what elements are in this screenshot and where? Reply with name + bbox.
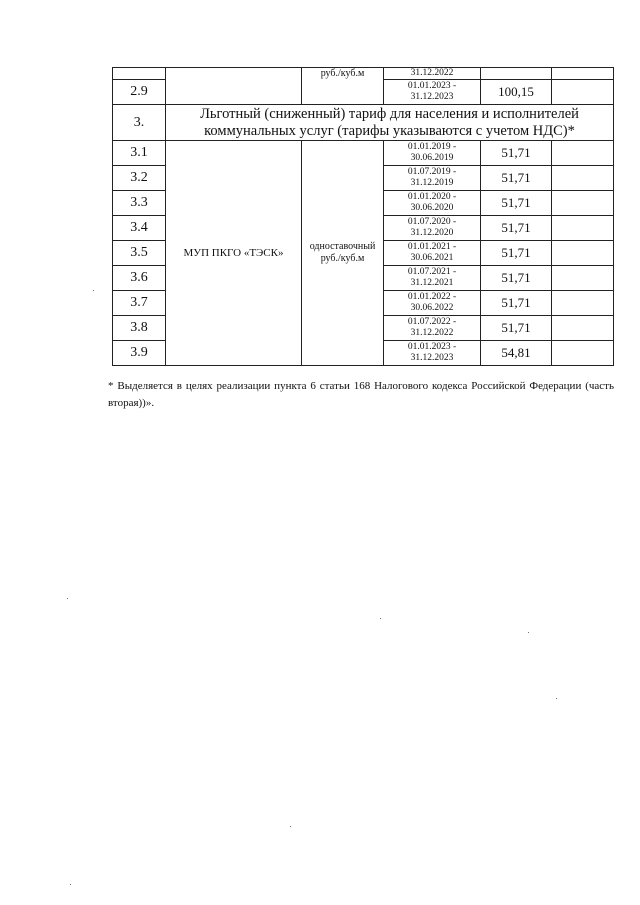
extra-cell — [552, 141, 614, 166]
period-start: 01.01.2023 - — [407, 342, 457, 352]
row-number: 3.1 — [113, 141, 166, 166]
tariff-value: 100,15 — [481, 80, 552, 105]
row-number: 2.9 — [113, 80, 166, 105]
row-number: 3.8 — [113, 316, 166, 341]
period-cell — [384, 291, 481, 316]
extra-cell — [552, 191, 614, 216]
scan-speck — [528, 632, 529, 633]
extra-cell — [552, 341, 614, 366]
section-number: 3. — [113, 105, 166, 141]
scan-speck — [556, 698, 557, 699]
tariff-value: 51,71 — [481, 141, 552, 166]
period-cell — [384, 68, 481, 80]
period-end: 31.12.2022 — [410, 328, 454, 338]
period-end: 30.06.2021 — [410, 253, 454, 263]
period-cell — [384, 216, 481, 241]
section-title: Льготный (сниженный) тариф для населения и исполнителей коммунальных услуг (тарифы указываются с учетом НДС)* — [166, 105, 614, 141]
row-number: 3.4 — [113, 216, 166, 241]
extra-cell — [552, 216, 614, 241]
period-end: 31.12.2023 — [410, 353, 454, 363]
org-cell-upper — [166, 68, 302, 105]
period-start: 01.01.2023 - — [407, 81, 457, 91]
table-row-partial — [113, 68, 614, 80]
section-row — [113, 105, 614, 141]
extra-cell — [552, 166, 614, 191]
org-name: МУП ПКГО «ТЭСК» — [166, 141, 302, 366]
row-number — [113, 68, 166, 80]
row-number: 3.7 — [113, 291, 166, 316]
row-number: 3.5 — [113, 241, 166, 266]
period-cell — [384, 341, 481, 366]
scan-speck — [93, 290, 94, 291]
row-number: 3.3 — [113, 191, 166, 216]
tariff-value: 51,71 — [481, 166, 552, 191]
tariff-value: 51,71 — [481, 191, 552, 216]
row-number: 3.9 — [113, 341, 166, 366]
tariff-value: 51,71 — [481, 216, 552, 241]
extra-cell — [552, 266, 614, 291]
period-cell — [384, 80, 481, 105]
period-cell — [384, 141, 481, 166]
period-start: 01.01.2019 - — [407, 142, 457, 152]
tariff-table — [112, 67, 614, 366]
tariff-value: 51,71 — [481, 241, 552, 266]
extra-cell — [552, 241, 614, 266]
period-end: 31.12.2020 — [410, 228, 454, 238]
unit-type: одноставочный — [309, 241, 376, 252]
period-cell — [384, 241, 481, 266]
tariff-value: 51,71 — [481, 291, 552, 316]
period-start: 01.01.2020 - — [407, 192, 457, 202]
period-end: 31.12.2023 — [410, 92, 454, 102]
extra-cell — [552, 80, 614, 105]
period-cell — [384, 266, 481, 291]
extra-cell — [552, 68, 614, 80]
period-end: 30.06.2019 — [410, 153, 454, 163]
scan-speck — [290, 826, 291, 827]
period-start: 01.07.2021 - — [407, 267, 457, 277]
row-number: 3.6 — [113, 266, 166, 291]
period-end: 31.12.2019 — [410, 178, 454, 188]
tariff-value: 51,71 — [481, 266, 552, 291]
row-number: 3.2 — [113, 166, 166, 191]
table-row — [113, 141, 614, 166]
period-cell — [384, 316, 481, 341]
scan-speck — [67, 598, 68, 599]
tariff-value — [481, 68, 552, 80]
tariff-value: 51,71 — [481, 316, 552, 341]
scan-speck — [380, 618, 381, 619]
period-end: 30.06.2020 — [410, 203, 454, 213]
unit-text: руб./куб.м — [320, 68, 365, 79]
period-start: 01.01.2022 - — [407, 292, 457, 302]
scan-speck — [70, 884, 71, 885]
tariff-value: 54,81 — [481, 341, 552, 366]
period-cell — [384, 191, 481, 216]
period-start: 01.07.2019 - — [407, 167, 457, 177]
period-start: 01.07.2022 - — [407, 317, 457, 327]
extra-cell — [552, 291, 614, 316]
extra-cell — [552, 316, 614, 341]
period-start: 01.07.2020 - — [407, 217, 457, 227]
unit-measure: руб./куб.м — [320, 253, 365, 264]
footnote: * Выделяется в целях реализации пункта 6 статьи 168 Налогового кодекса Российской Федерации (часть вторая))». — [108, 380, 614, 409]
period-cell — [384, 166, 481, 191]
unit-cell-upper — [302, 68, 384, 105]
period-start: 01.01.2021 - — [407, 242, 457, 252]
period-end: 30.06.2022 — [410, 303, 454, 313]
unit-cell — [302, 141, 384, 366]
period-end: 31.12.2022 — [410, 68, 454, 78]
period-end: 31.12.2021 — [410, 278, 454, 288]
